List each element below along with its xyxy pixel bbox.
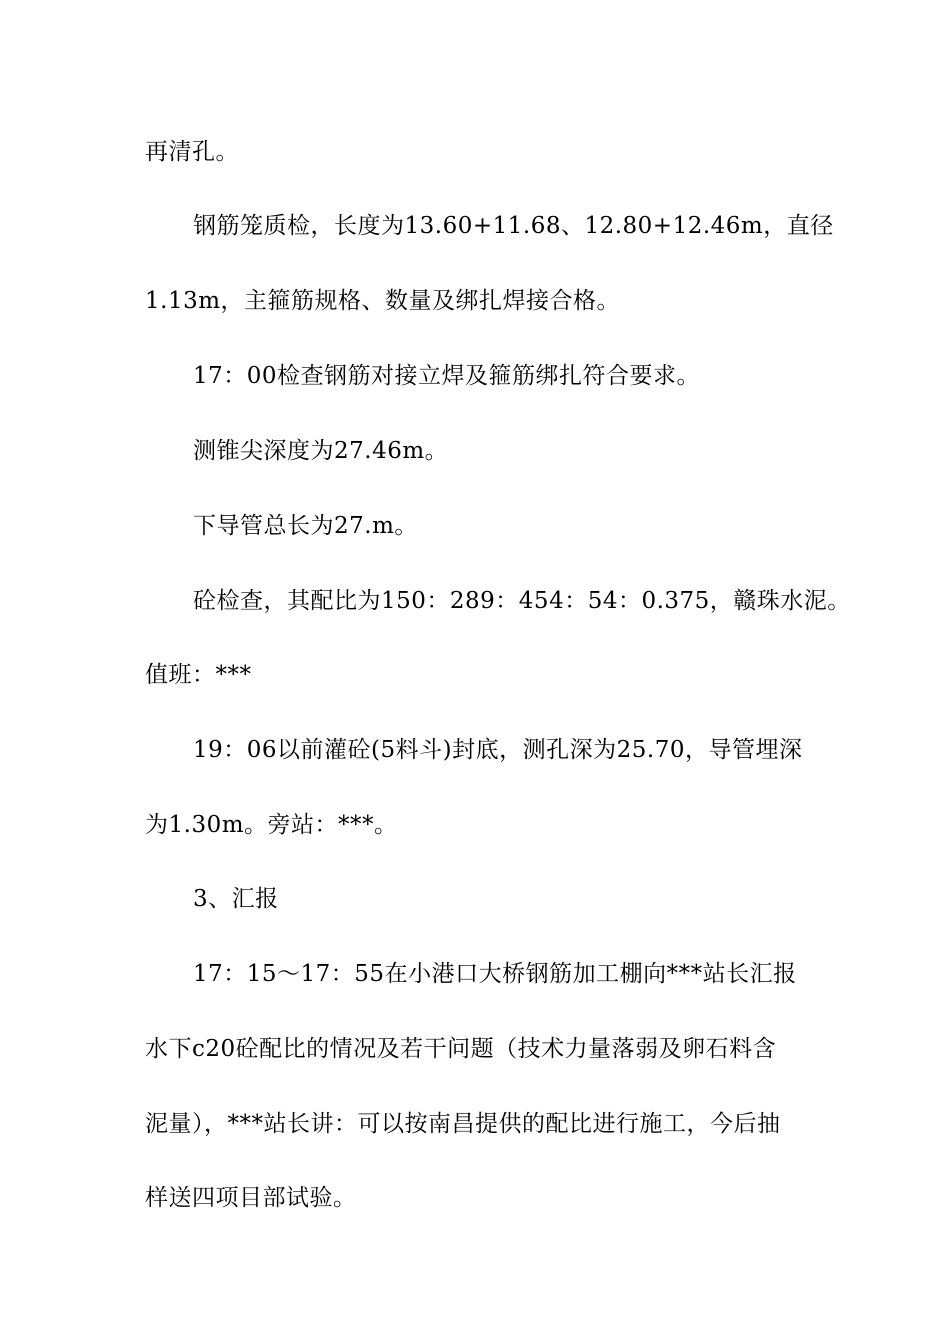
text-line: 水下c20砼配比的情况及若干问题（技术力量落弱及卵石料含 <box>145 1036 777 1062</box>
text-line: 下导管总长为27.m。 <box>193 513 418 539</box>
text-line: 泥量），***站长讲：可以按南昌提供的配比进行施工，今后抽 <box>145 1111 781 1137</box>
text-line: 砼检查，其配比为150：289：454：54：0.375，赣珠水泥。 <box>193 588 851 614</box>
text-line: 17：00检查钢筋对接立焊及箍筋绑扎符合要求。 <box>193 363 701 389</box>
text-line: 为1.30m。旁站：***。 <box>145 812 398 838</box>
section-heading: 3、汇报 <box>193 886 279 912</box>
text-line: 样送四项目部试验。 <box>145 1185 357 1211</box>
text-line: 钢筋笼质检，长度为13.60+11.68、12.80+12.46m，直径 <box>193 213 834 239</box>
text-line: 17：15～17：55在小港口大桥钢筋加工棚向***站长汇报 <box>193 961 797 987</box>
text-line: 19：06以前灌砼(5料斗)封底，测孔深为25.70，导管埋深 <box>193 737 803 763</box>
text-line: 测锥尖深度为27.46m。 <box>193 438 449 464</box>
text-line: 再清孔。 <box>145 139 239 165</box>
text-line: 值班：*** <box>145 662 252 688</box>
text-line: 1.13m，主箍筋规格、数量及绑扎焊接合格。 <box>145 288 621 314</box>
